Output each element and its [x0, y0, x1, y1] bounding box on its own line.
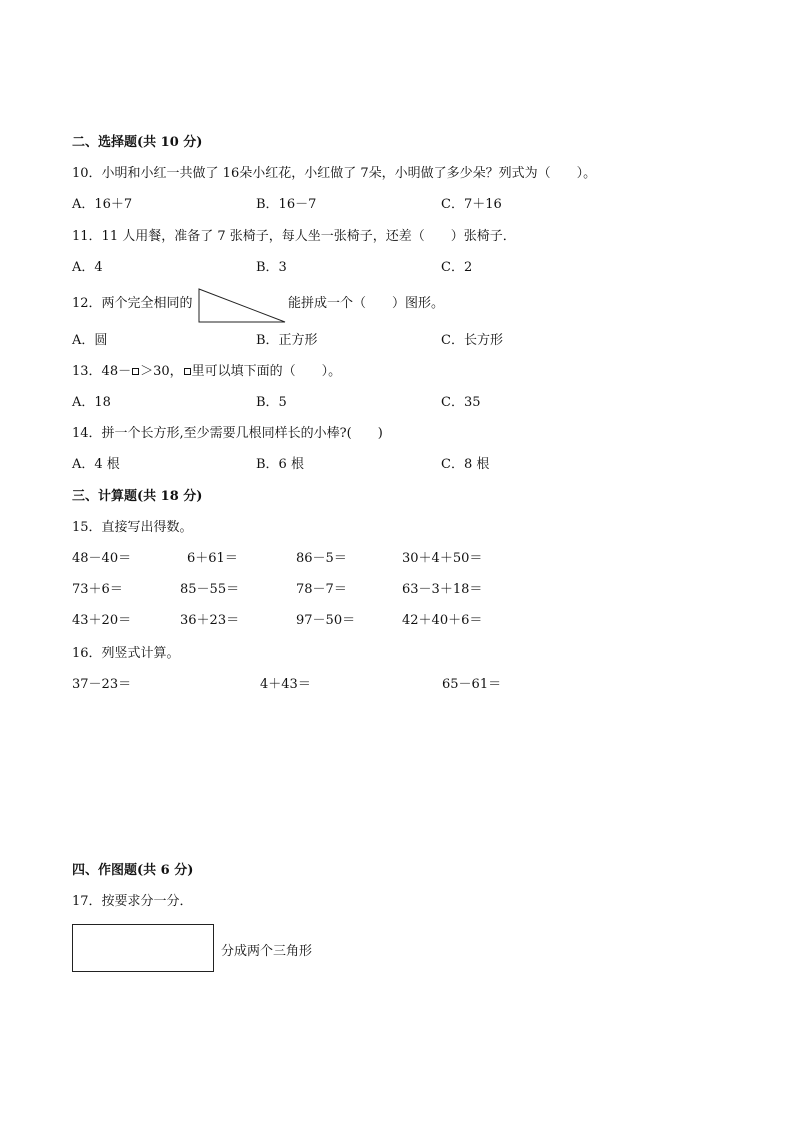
question-16-stem: 16．列竖式计算。 — [72, 646, 180, 661]
question-12-option-c: C．长方形 — [441, 333, 503, 348]
section-heading-calculation: 三、计算题(共 18 分) — [72, 489, 203, 504]
question-13-option-b: B．5 — [256, 395, 287, 410]
calc-item: 42＋40＋6＝ — [402, 613, 483, 628]
question-11-option-a: A．4 — [72, 260, 103, 275]
question-13-stem-part-c: 里可以填下面的（ ）。 — [191, 364, 342, 379]
question-13-option-a: A．18 — [72, 395, 111, 410]
question-10-option-a: A．16＋7 — [72, 197, 133, 212]
question-12-stem-after: 能拼成一个（ ）图形。 — [288, 296, 445, 311]
blank-square-icon — [184, 368, 191, 375]
calc-item: 36＋23＝ — [180, 613, 240, 628]
question-13-stem-part-a: 13．48－ — [72, 364, 132, 379]
calc-item: 63－3＋18＝ — [402, 582, 483, 597]
question-14-option-b: B．6 根 — [256, 457, 304, 472]
question-17-stem: 17．按要求分一分． — [72, 894, 193, 909]
question-10-option-c: C．7＋16 — [441, 197, 502, 212]
question-11-stem: 11．11 人用餐，准备了 7 张椅子，每人坐一张椅子，还差（ ）张椅子． — [72, 229, 516, 244]
question-15-stem: 15．直接写出得数。 — [72, 520, 193, 535]
question-13-stem-part-b: ＞30， — [140, 364, 183, 379]
blank-square-icon — [132, 368, 139, 375]
calc-item: 48－40＝ — [72, 551, 132, 566]
section-heading-drawing: 四、作图题(共 6 分) — [72, 863, 194, 878]
question-13-stem — [72, 363, 341, 381]
calc-item: 86－5＝ — [296, 551, 347, 566]
calc-item: 97－50＝ — [296, 613, 356, 628]
vertical-calc-item: 65－61＝ — [442, 677, 502, 692]
question-17-label: 分成两个三角形 — [221, 944, 313, 959]
calc-item: 43＋20＝ — [72, 613, 132, 628]
question-11-option-c: C．2 — [441, 260, 473, 275]
question-14-option-c: C．8 根 — [441, 457, 490, 472]
calc-item: 30＋4＋50＝ — [402, 551, 483, 566]
vertical-calc-item: 4＋43＝ — [260, 677, 311, 692]
section-heading-choice: 二、选择题(共 10 分) — [72, 135, 203, 150]
question-14-option-a: A．4 根 — [72, 457, 120, 472]
question-14-stem: 14．拼一个长方形,至少需要几根同样长的小棒?( ) — [72, 426, 383, 441]
question-11-option-b: B．3 — [256, 260, 287, 275]
question-10-stem: 10．小明和小红一共做了 16朵小红花，小红做了 7朵，小明做了多少朵？列式为（ ）。 — [72, 166, 597, 181]
question-12-option-b: B．正方形 — [256, 333, 318, 348]
vertical-calc-item: 37－23＝ — [72, 677, 132, 692]
calc-item: 78－7＝ — [296, 582, 347, 597]
question-10-option-b: B．16－7 — [256, 197, 317, 212]
calc-item: 6＋61＝ — [187, 551, 238, 566]
question-13-option-c: C．35 — [441, 395, 481, 410]
calc-item: 73＋6＝ — [72, 582, 123, 597]
rectangle-figure — [72, 924, 214, 972]
question-12-option-a: A．圆 — [72, 333, 108, 348]
calc-item: 85－55＝ — [180, 582, 240, 597]
right-triangle-figure — [198, 288, 288, 324]
question-12-stem-before: 12．两个完全相同的 — [72, 296, 193, 311]
